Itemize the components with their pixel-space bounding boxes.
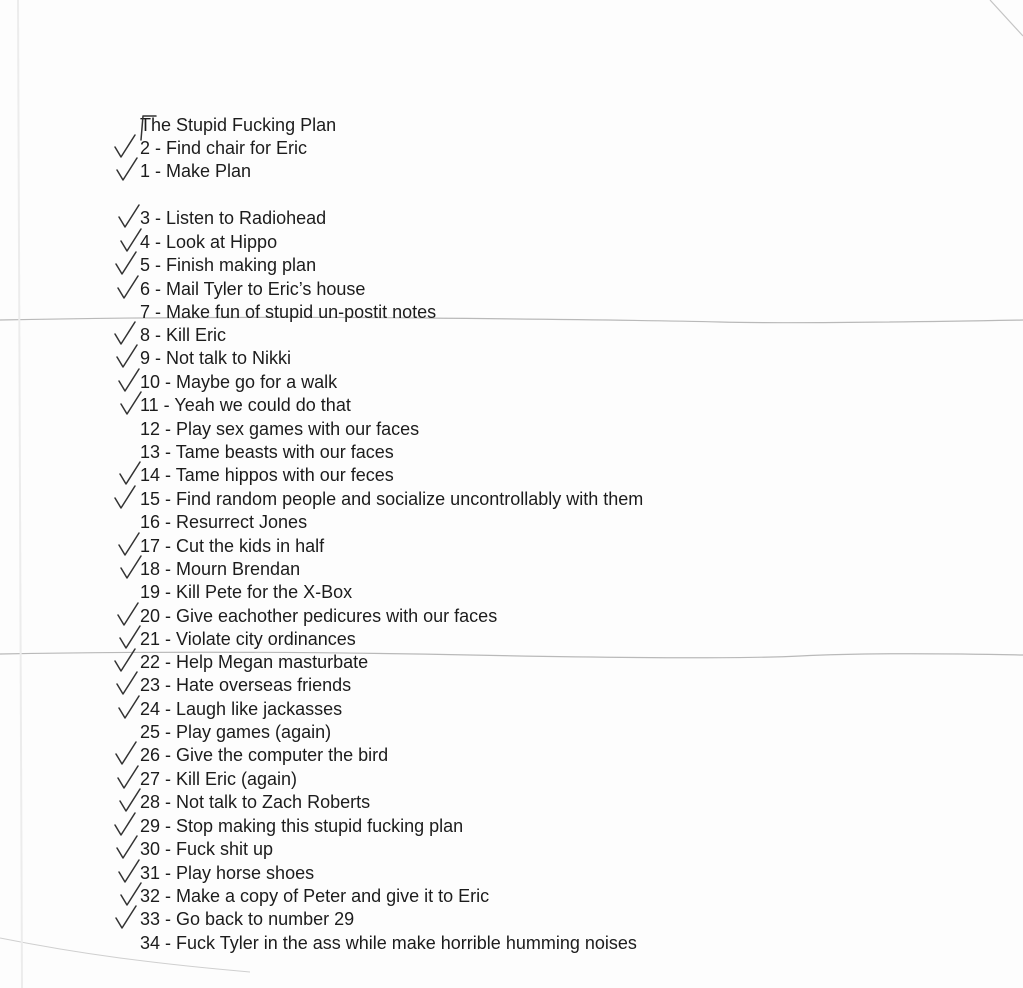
list-item: 29 - Stop making this stupid fucking plan bbox=[140, 816, 464, 836]
list-item: 30 - Fuck shit up bbox=[140, 839, 274, 859]
list-item: 11 - Yeah we could do that bbox=[140, 395, 351, 415]
list-item: 9 - Not talk to Nikki bbox=[140, 348, 292, 368]
list-item: 34 - Fuck Tyler in the ass while make horrible humming noises bbox=[140, 933, 637, 953]
list-item: 15 - Find random people and socialize uncontrollably with them bbox=[140, 489, 644, 509]
list-item: 1 - Make Plan bbox=[140, 161, 252, 181]
list-item: 23 - Hate overseas friends bbox=[140, 675, 352, 695]
list-item: 5 - Finish making plan bbox=[140, 255, 317, 275]
list-item: 7 - Make fun of stupid un-postit notes bbox=[140, 302, 437, 322]
list-item: 3 - Listen to Radiohead bbox=[140, 208, 327, 228]
list-item: 27 - Kill Eric (again) bbox=[140, 769, 298, 789]
list-item: 6 - Mail Tyler to Eric’s house bbox=[140, 279, 366, 299]
list-item: 20 - Give eachother pedicures with our faces bbox=[140, 606, 498, 626]
list-item: 24 - Laugh like jackasses bbox=[140, 699, 343, 719]
list-item: 18 - Mourn Brendan bbox=[140, 559, 301, 579]
list-item: 8 - Kill Eric bbox=[140, 325, 227, 345]
list-item: 31 - Play horse shoes bbox=[140, 863, 315, 883]
list-item: 33 - Go back to number 29 bbox=[140, 909, 355, 929]
plan-title: The Stupid Fucking Plan bbox=[140, 115, 337, 135]
list-item: 19 - Kill Pete for the X-Box bbox=[140, 582, 353, 602]
list-item: 14 - Tame hippos with our feces bbox=[140, 465, 394, 485]
list-item: 2 - Find chair for Eric bbox=[140, 138, 308, 158]
list-item: 32 - Make a copy of Peter and give it to Eric bbox=[140, 886, 490, 906]
list-item: 17 - Cut the kids in half bbox=[140, 536, 325, 556]
list-item: 28 - Not talk to Zach Roberts bbox=[140, 792, 371, 812]
list-item: 26 - Give the computer the bird bbox=[140, 745, 389, 765]
list-item: 12 - Play sex games with our faces bbox=[140, 419, 420, 439]
list-item: 13 - Tame beasts with our faces bbox=[140, 442, 394, 462]
list-item: 25 - Play games (again) bbox=[140, 722, 332, 742]
list-item: 16 - Resurrect Jones bbox=[140, 512, 308, 532]
list-item: 10 - Maybe go for a walk bbox=[140, 372, 338, 392]
list-item: 21 - Violate city ordinances bbox=[140, 629, 356, 649]
list-item: 22 - Help Megan masturbate bbox=[140, 652, 369, 672]
list-item: 4 - Look at Hippo bbox=[140, 232, 278, 252]
